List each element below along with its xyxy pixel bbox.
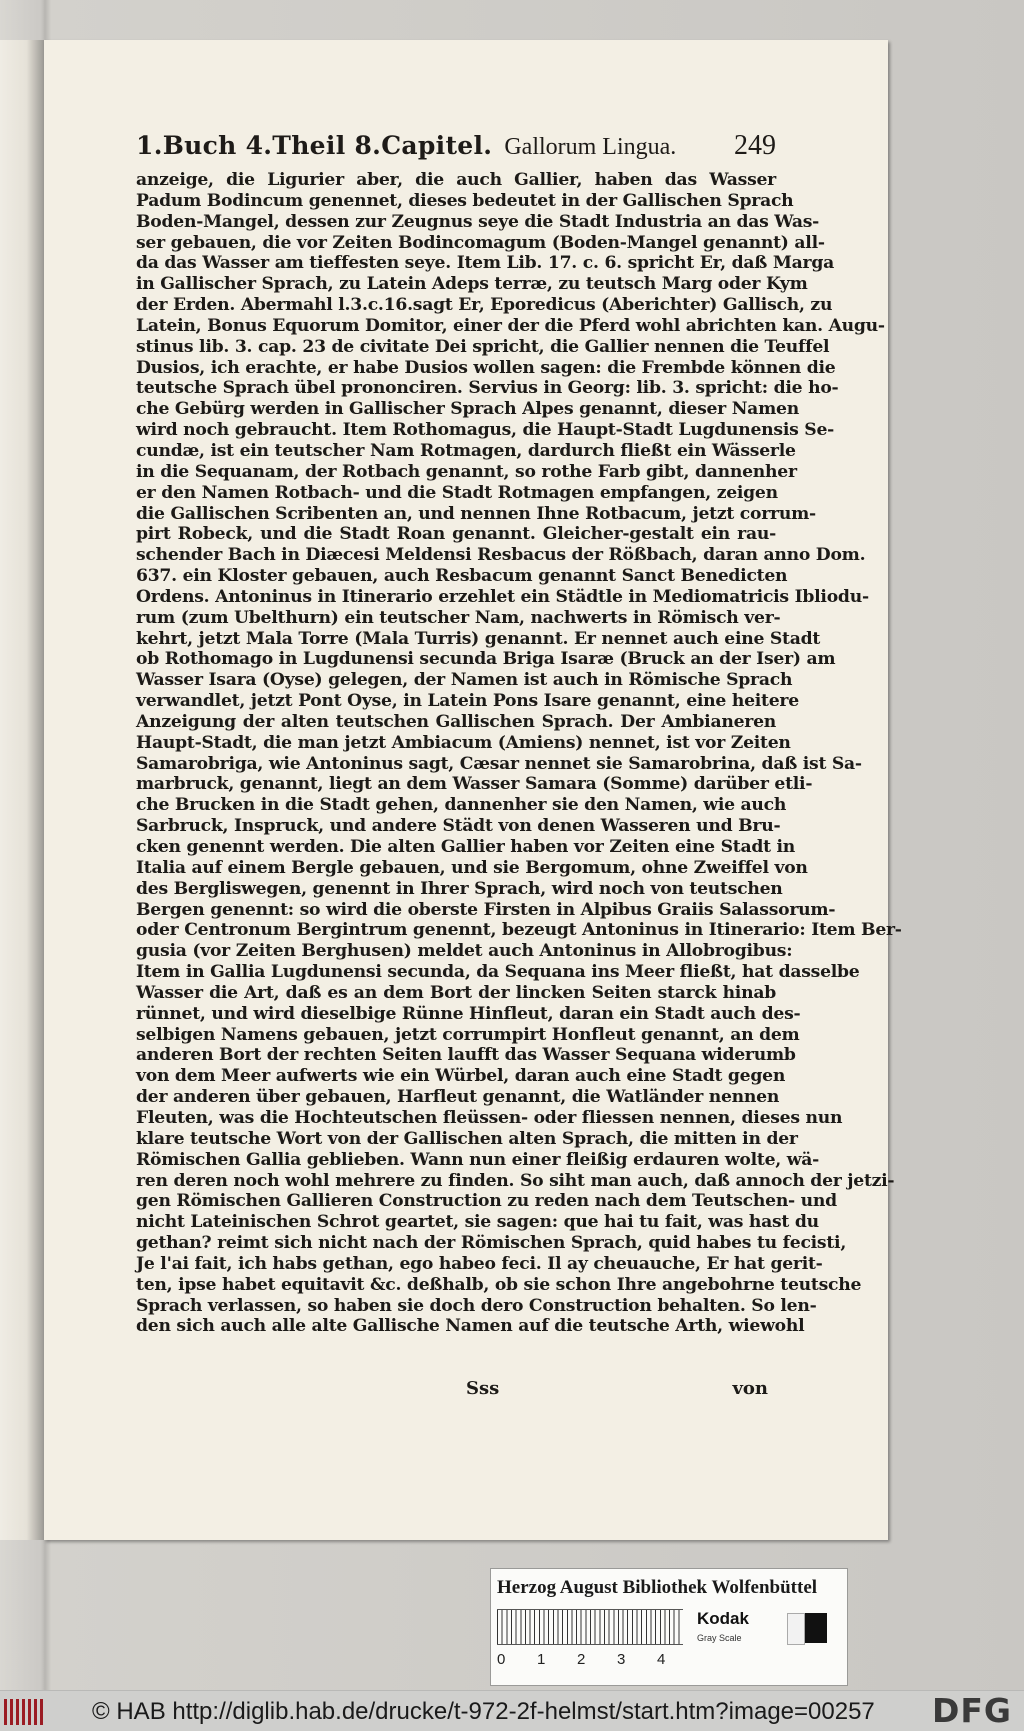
- text-line: Sprach verlassen, so haben sie doch dero Construction behalten. So len-: [136, 1295, 817, 1316]
- body-text: [136, 170, 902, 1337]
- text-line: von dem Meer aufwerts wie ein Würbel, daran auch eine Stadt gegen: [136, 1066, 786, 1087]
- text-line: Ordens. Antoninus in Itinerario erzehlet ein Städtle in Mediomatricis Ibliodu-: [136, 586, 869, 607]
- color-target-card: [490, 1568, 848, 1686]
- text-line: teutsche Sprach übel prononciren. Servius in Georg: lib. 3. spricht: die ho-: [136, 378, 839, 399]
- text-line: pirt Robeck, und die Stadt Roan genannt. Gleicher-gestalt ein rau-: [136, 524, 776, 545]
- text-line: gen Römischen Gallieren Construction zu reden nach dem Teutschen- und: [136, 1191, 837, 1212]
- copyright-link[interactable]: © HAB http://diglib.hab.de/drucke/t-972-2f-helmst/start.htm?image=00257: [92, 1698, 875, 1725]
- text-line: cundæ, ist ein teutscher Nam Rotmagen, dardurch fließt ein Wässerle: [136, 440, 796, 461]
- library-name: Herzog August Bibliothek Wolfenbüttel: [497, 1577, 818, 1598]
- text-line: Anzeigung der alten teutschen Gallischen Sprach. Der Ambianeren: [136, 711, 776, 732]
- ruler-number: 4: [657, 1651, 666, 1668]
- ruler-number: 1: [537, 1651, 546, 1668]
- text-line: den sich auch alle alte Gallische Namen auf die teutsche Arth, wiewohl: [136, 1316, 805, 1337]
- text-line: Boden-Mangel, dessen zur Zeugnus seye die Stadt Industria an das Was-: [136, 211, 820, 232]
- dfg-logo: DFG: [931, 1691, 1012, 1730]
- chapter-reference: 1.Buch 4.Theil 8.Capitel.: [136, 131, 493, 160]
- text-line: che Gebürg werden in Gallischer Sprach Alpes genannt, dieser Namen: [136, 399, 799, 420]
- text-line: er den Namen Rotbach- und die Stadt Rotmagen empfangen, zeigen: [136, 482, 778, 503]
- text-line: ren deren noch wohl mehrere zu finden. So siht man auch, daß annoch der jetzi-: [136, 1170, 895, 1191]
- text-line: cken genennt werden. Die alten Gallier haben vor Zeiten eine Stadt in: [136, 837, 796, 857]
- kodak-logo: Kodak: [697, 1609, 749, 1628]
- catchword: von: [732, 1378, 768, 1399]
- book-page: [44, 40, 902, 1540]
- text-line: 637. ein Kloster gebauen, auch Resbacum genannt Sanct Benedicten: [136, 566, 788, 587]
- running-head: [136, 130, 776, 162]
- text-line: Item in Gallia Lugdunensi secunda, da Sequana ins Meer fließt, hat dasselbe: [136, 962, 860, 983]
- text-line: anzeige, die Ligurier aber, die auch Gallier, haben das Wasser: [136, 170, 776, 190]
- text-line: kehrt, jetzt Mala Torre (Mala Turris) genannt. Er nennet auch eine Stadt: [136, 628, 821, 649]
- text-line: gusia (vor Zeiten Berghusen) meldet auch Antoninus in Allobrogibus:: [136, 941, 793, 962]
- text-line: in die Sequanam, der Rotbach genannt, so rothe Farb gibt, dannenher: [136, 461, 797, 482]
- text-line: selbigen Namens gebauen, jetzt corrumpirt Honfleut genannt, an dem: [136, 1024, 800, 1045]
- scale-ruler: [497, 1609, 683, 1645]
- text-line: der anderen über gebauen, Harfleut genannt, die Watländer nennen: [136, 1087, 780, 1108]
- text-line: da das Wasser am tieffesten seye. Item Lib. 17. c. 6. spricht Er, daß Marga: [136, 253, 834, 274]
- text-line: gethan? reimt sich nicht nach der Römischen Sprach, quid habes tu fecisti,: [136, 1233, 847, 1254]
- text-line: che Brucken in die Stadt gehen, dannenher sie den Namen, wie auch: [136, 795, 787, 816]
- text-line: anderen Bort der rechten Seiten laufft das Wasser Sequana widerumb: [136, 1045, 796, 1066]
- text-line: ob Rothomago in Lugdunensi secunda Briga Isaræ (Bruck an der Iser) am: [136, 649, 836, 670]
- text-line: verwandlet, jetzt Pont Oyse, in Latein Pons Isare genannt, eine heitere: [136, 691, 799, 712]
- ruler-numbers: [493, 1651, 693, 1671]
- text-line: Italia auf einem Bergle gebauen, und sie Bergomum, ohne Zweiffel von: [136, 857, 808, 878]
- text-line: stinus lib. 3. cap. 23 de civitate Dei spricht, die Gallier nennen die Teuffel: [136, 336, 830, 357]
- text-line: Bergen genennt: so wird die oberste Firsten in Alpibus Graiis Salassorum-: [136, 899, 836, 920]
- text-line: Latein, Bonus Equorum Domitor, einer der die Pferd wohl abrichten kan. Augu-: [136, 315, 885, 336]
- black-patch: [805, 1613, 827, 1643]
- text-line: Padum Bodincum genennet, dieses bedeutet in der Gallischen Sprach: [136, 190, 794, 211]
- text-line: oder Centronum Bergintrum genennt, bezeugt Antoninus in Itinerario: Item Ber-: [136, 920, 902, 941]
- text-line: Je l'ai fait, ich habs gethan, ego habeo feci. Il ay cheuauche, Er hat gerit-: [136, 1253, 823, 1274]
- ruler-number: 0: [497, 1651, 506, 1668]
- text-line: rum (zum Ubelthurn) ein teutscher Nam, nachwerts in Römisch ver-: [136, 607, 781, 628]
- text-line: Samarobriga, wie Antoninus sagt, Cæsar nennet sie Samarobrina, daß ist Sa-: [136, 753, 862, 774]
- binding-edge: [0, 40, 44, 1540]
- text-line: der Erden. Abermahl l.3.c.16.sagt Er, Eporedicus (Aberichter) Gallisch, zu: [136, 295, 833, 316]
- white-patch: [787, 1613, 805, 1645]
- text-line: Römischen Gallia geblieben. Wann nun einer fleißig erdauren wolte, wä-: [136, 1149, 820, 1170]
- text-line: klare teutsche Wort von der Gallischen alten Sprach, die mitten in der: [136, 1128, 798, 1149]
- text-line: ser gebauen, die vor Zeiten Bodincomagum (Boden-Mangel genannt) all-: [136, 232, 825, 253]
- page-number: 249: [734, 130, 776, 161]
- text-line: Wasser die Art, daß es an dem Bort der lincken Seiten starck hinab: [136, 982, 776, 1003]
- text-line: Dusios, ich erachte, er habe Dusios wollen sagen: die Frembde können die: [136, 357, 836, 378]
- text-line: nicht Lateinischen Schrot geartet, sie sagen: que hai tu fait, was hast du: [136, 1212, 819, 1233]
- section-title: Gallorum Lingua.: [504, 134, 677, 160]
- ruler-number: 2: [577, 1651, 586, 1668]
- text-line: Wasser Isara (Oyse) gelegen, der Namen ist auch in Römische Sprach: [136, 670, 793, 691]
- text-line: marbruck, genannt, liegt an dem Wasser Samara (Somme) darüber etli-: [136, 774, 813, 795]
- gray-scale-label: Gray Scale: [697, 1633, 742, 1643]
- text-line: die Gallischen Scribenten an, und nennen Ihne Rotbacum, jetzt corrum-: [136, 503, 816, 524]
- text-line: Sarbruck, Inspruck, und andere Städt von denen Wasseren und Bru-: [136, 816, 781, 837]
- text-line: Fleuten, was die Hochteutschen fleüssen- oder fliessen nennen, dieses nun: [136, 1107, 843, 1128]
- text-line: ten, ipse habet equitavit &c. deßhalb, ob sie schon Ihre angebohrne teutsche: [136, 1274, 862, 1295]
- text-line: Haupt-Stadt, die man jetzt Ambiacum (Amiens) nennet, ist vor Zeiten: [136, 732, 791, 753]
- text-line: in Gallischer Sprach, zu Latein Adeps terræ, zu teutsch Marg oder Kym: [136, 274, 808, 295]
- text-line: wird noch gebraucht. Item Rothomagus, die Haupt-Stadt Lugdunensis Se-: [136, 420, 835, 441]
- text-line: des Bergliswegen, genennt in Ihrer Sprach, wird noch von teutschen: [136, 878, 783, 899]
- signature-mark: Sss: [466, 1378, 500, 1399]
- text-line: rünnet, und wird dieselbige Rünne Hinfleut, daran ein Stadt auch des-: [136, 1003, 801, 1024]
- hab-logo-icon: [4, 1699, 46, 1725]
- kodak-gray-scale: [691, 1609, 841, 1673]
- text-line: schender Bach in Diæcesi Meldensi Resbacus der Rößbach, daran anno Dom.: [136, 545, 866, 566]
- footer-bar: [0, 1690, 1024, 1731]
- ruler-number: 3: [617, 1651, 626, 1668]
- catchline: [136, 1378, 776, 1402]
